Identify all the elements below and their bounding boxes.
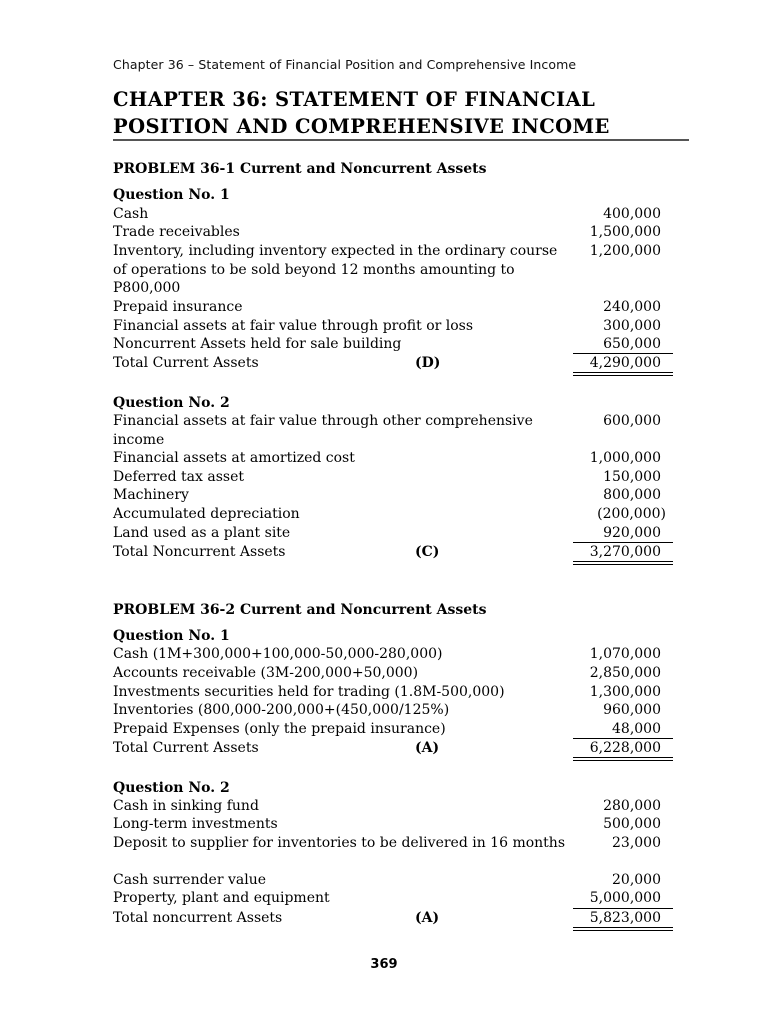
answer-letter: (A)	[415, 910, 440, 926]
total-amount: 5,823,000	[573, 909, 673, 928]
chapter-title: CHAPTER 36: STATEMENT OF FINANCIAL POSITION AND COMPREHENSIVE INCOME	[113, 88, 610, 138]
title-divider	[113, 139, 689, 141]
running-header: Chapter 36 – Statement of Financial Position and Comprehensive Income	[113, 57, 577, 72]
document-page: Chapter 36 – Statement of Financial Position and Comprehensive Income CHAPTER 36: STATEMENT OF FINANCIAL POSITION AND COMPREHENSIVE INCOME PROBLEM 36-1 Current and Noncurrent Assets Question No. 1 Cash 400,000 Trade receivables 1,500,000 Inventory, including inventory expected in the ordinary course of operations to be sold beyond 12 months amounting to P800,000 1,200,000 Prepaid insurance 240,000 Financial assets at fair value through profit or loss 300,000 Noncurrent Assets held for sale building 650,000 Total Current Assets (D) 4,290,000 Question No. 2 Financial assets at fair value through other comprehensive income 600,000 Financial assets at amortized cost 1,000,000 Deferred tax asset 150,000 Machinery 800,000 Accumulated depreciation (200,000) Land used as a plant site 920,000 Total Noncurrent Assets (C) 3,270,000 PROBLEM 36-2 Current and Noncurrent Assets Question No. 1 Cash (1M+300,000+100,000-50,000-280,000) 1,070,000 Accounts receivable (3M-200,000+50,000) 2,850,000 Investments securities held for trading (1.8M-500,000) 1,300,000 Inventories (800,000-200,000+(450,000/125%) 960,000 Prepaid Expenses (only the prepaid insurance) 48,000 Total Current Assets (A) 6,228,000 Question No. 2 Cash in sinking fund 280,000 Long-term investments 500,000 Deposit to supplier for inventories to be delivered in 16 months 23,000 Cash surrender value 20,000 Property, plant and equipment 5,000,000 Total noncurrent Assets (A) 5,823,000 369	[0, 0, 768, 1024]
total-amount: 3,270,000	[573, 543, 673, 562]
page-number: 369	[370, 957, 398, 972]
total-amount: 4,290,000	[573, 354, 673, 373]
answer-letter: (C)	[415, 544, 440, 560]
total-amount: 6,228,000	[573, 739, 673, 758]
answer-letter: (D)	[415, 355, 441, 371]
answer-letter: (A)	[415, 740, 440, 756]
